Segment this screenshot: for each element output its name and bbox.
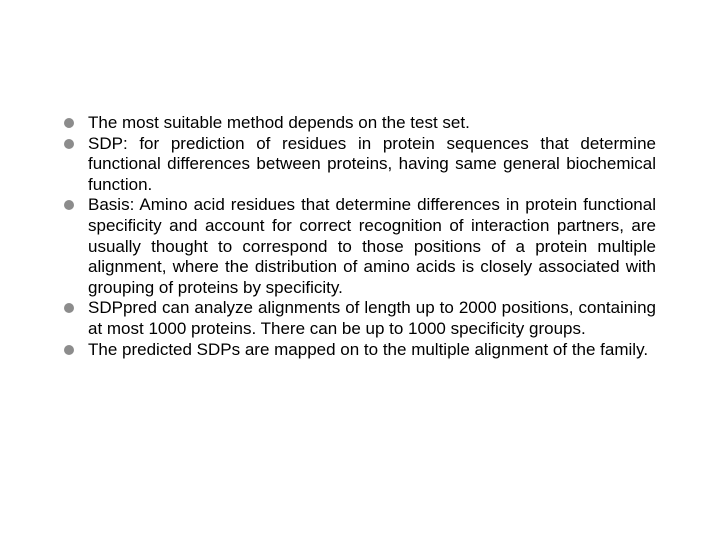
bullet-item bbox=[64, 195, 656, 298]
bullet-item bbox=[64, 340, 656, 361]
bullet-text: Basis: Amino acid residues that determine differences in protein functional specificity and account for correct recognition of interaction partners, are usually thought to correspond to those positions of a protein multiple alignment, where the distribution of amino acids is closely associated with grouping of proteins by specificity. bbox=[88, 195, 656, 297]
bullet-item bbox=[64, 134, 656, 196]
bullet-dot-icon bbox=[64, 118, 74, 128]
bullet-text: The predicted SDPs are mapped on to the multiple alignment of the family. bbox=[88, 339, 649, 359]
bullet-list bbox=[64, 113, 656, 360]
bullet-item bbox=[64, 298, 656, 339]
bullet-item bbox=[64, 113, 656, 134]
bullet-dot-icon bbox=[64, 200, 74, 210]
bullet-dot-icon bbox=[64, 139, 74, 149]
bullet-text: SDP: for prediction of residues in protein sequences that determine functional differences between proteins, having same general biochemical function. bbox=[88, 133, 656, 194]
bullet-text: The most suitable method depends on the test set. bbox=[88, 113, 470, 132]
bullet-dot-icon bbox=[64, 303, 74, 313]
bullet-dot-icon bbox=[64, 345, 74, 355]
bullet-text: SDPpred can analyze alignments of length up to 2000 positions, containing at most 1000 proteins. There can be up to 1000 specificity groups. bbox=[88, 298, 656, 338]
